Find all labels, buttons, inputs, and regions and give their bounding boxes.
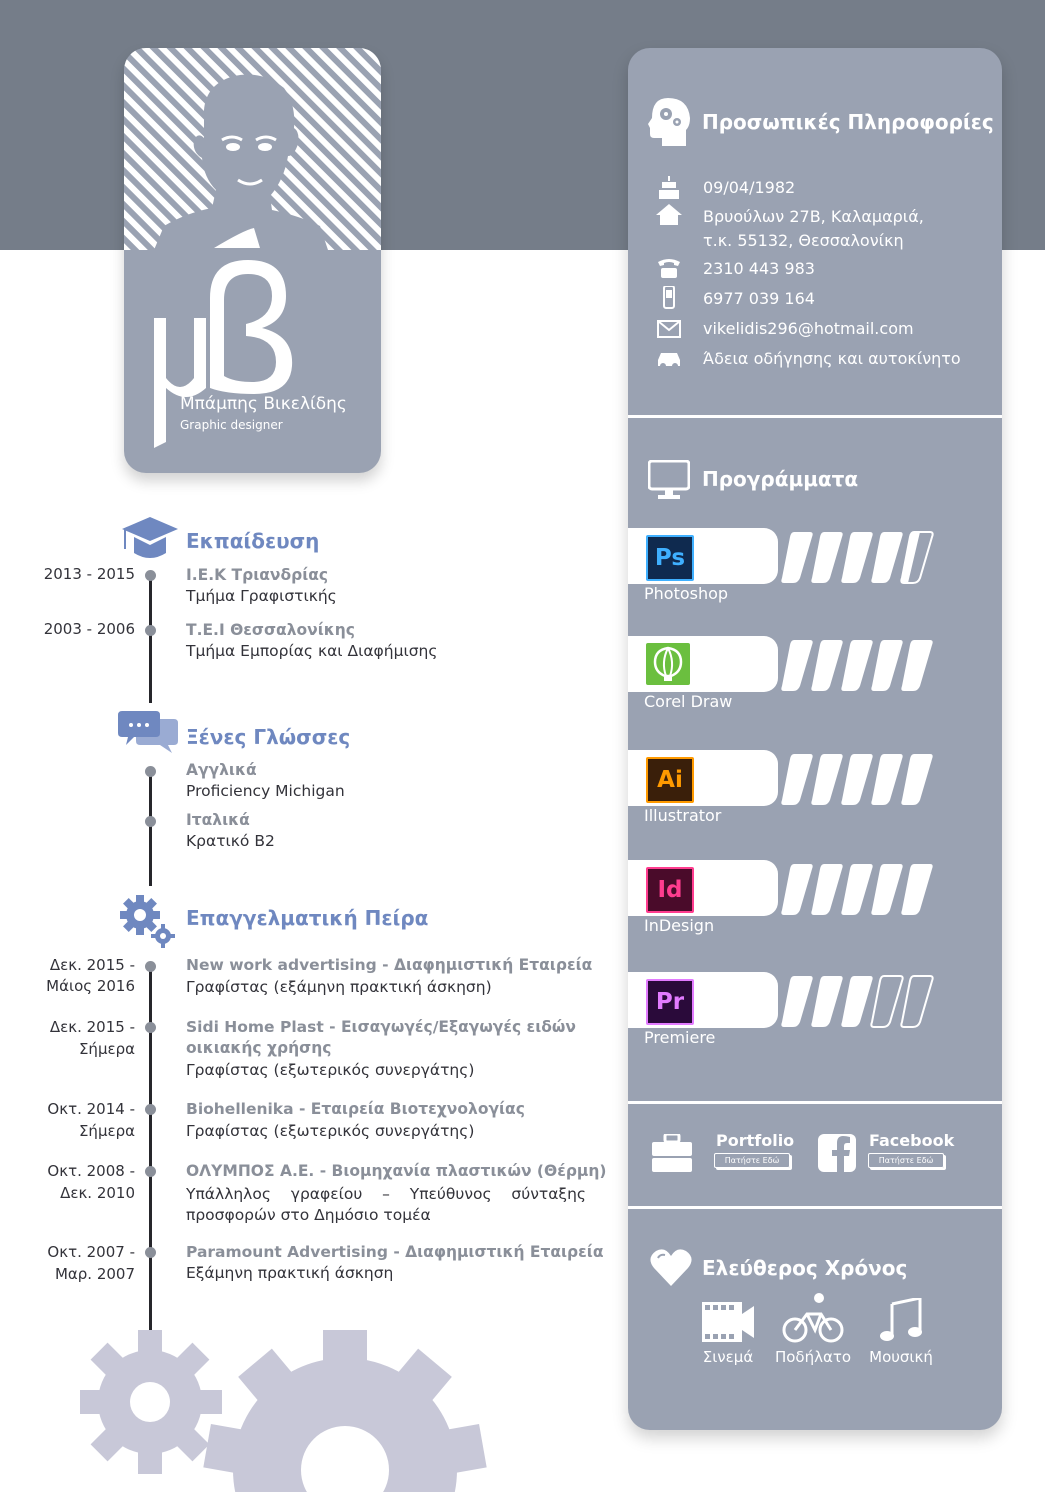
education-school: Τ.Ε.Ι Θεσσαλονίκης (186, 621, 355, 639)
experience-date-end: Σήμερα (78, 1040, 135, 1058)
software-name: InDesign (644, 916, 715, 935)
experience-date-start: Οκτ. 2007 - (47, 1243, 135, 1261)
skill-bar (811, 640, 842, 691)
profile-name: Μπάμπης Βικελίδης (180, 394, 347, 414)
premiere-icon: Pr (646, 979, 694, 1025)
education-date: 2013 - 2015 (43, 565, 135, 583)
indesign-icon: Id (646, 867, 694, 913)
profile-role: Graphic designer (180, 418, 283, 432)
skill-bar (871, 532, 902, 583)
experience-company: Sidi Home Plast - Εισαγωγές/Εξαγωγές ειδών (186, 1018, 576, 1036)
skill-level-bars (780, 860, 940, 918)
bicycle-icon (781, 1292, 845, 1344)
portfolio-button[interactable]: Πατήστε Εδώ (714, 1153, 790, 1168)
skill-bar (841, 640, 872, 691)
skill-bar (841, 864, 872, 915)
skill-bar (841, 754, 872, 805)
experience-role: Εξάμηνη πρακτική άσκηση (186, 1264, 394, 1282)
education-dept: Τμήμα Εμπορίας και Διαφήμισης (186, 642, 438, 660)
portrait-photo (124, 48, 381, 250)
monitor-icon (648, 460, 690, 500)
skill-level-bars (780, 972, 940, 1030)
software-name: Illustrator (644, 806, 722, 825)
skill-bar (871, 976, 902, 1027)
skill-bar (871, 864, 902, 915)
experience-role: Γραφίστας (εξάμηνη πρακτική άσκηση) (186, 978, 492, 996)
phone-number: 2310 443 983 (703, 259, 815, 278)
skill-bar (811, 864, 842, 915)
birth-date: 09/04/1982 (703, 178, 796, 197)
software-title: Προγράμματα (702, 467, 859, 491)
timeline-dot (145, 961, 156, 972)
experience-company: New work advertising - Διαφημιστική Εταιρεία (186, 956, 593, 974)
car-icon (656, 347, 682, 371)
skill-bar (871, 640, 902, 691)
skill-bar (841, 532, 872, 583)
experience-date-end: Μάιος 2016 (46, 977, 135, 995)
experience-date-end: Δεκ. 2010 (60, 1184, 135, 1202)
section-divider (628, 415, 1002, 418)
skill-bar (901, 754, 932, 805)
skill-level-bars (780, 636, 940, 694)
film-icon (702, 1302, 754, 1342)
language-level: Κρατικό Β2 (186, 832, 275, 850)
experience-date-start: Δεκ. 2015 - (49, 1018, 135, 1036)
experience-role: Γραφίστας (εξωτερικός συνεργάτης) (186, 1122, 475, 1140)
skill-level-bars (780, 528, 940, 586)
experience-company-cont: οικιακής χρήσης (186, 1039, 332, 1057)
software-name: Premiere (644, 1028, 716, 1047)
skill-bar (841, 976, 872, 1027)
skill-bar (901, 864, 932, 915)
skill-bar (901, 640, 932, 691)
experience-date-end: Σήμερα (78, 1122, 135, 1140)
graduation-cap-icon (122, 517, 178, 561)
experience-date-end: Μαρ. 2007 (54, 1265, 135, 1283)
timeline-dot (145, 766, 156, 777)
hobbies-title: Ελεύθερος Χρόνος (702, 1256, 908, 1280)
education-timeline (149, 575, 152, 703)
section-divider (628, 1206, 1002, 1209)
hobby-cycling: Ποδήλατο (774, 1348, 852, 1366)
heart-icon (650, 1248, 692, 1286)
skill-bar (811, 976, 842, 1027)
languages-timeline (149, 774, 152, 886)
experience-company: Biohellenika - Εταιρεία Βιοτεχνολογίας (186, 1100, 525, 1118)
email-address: vikelidis296@hotmail.com (703, 319, 914, 338)
timeline-dot (145, 816, 156, 827)
experience-role: Υπάλληλος γραφείου – Υπεύθυνος σύνταξης προσφορών στο Δημόσιο τομέα (186, 1185, 586, 1224)
driving-license: Άδεια οδήγησης και αυτοκίνητο (703, 349, 961, 368)
timeline-dot (145, 1247, 156, 1258)
facebook-icon[interactable] (818, 1134, 856, 1172)
home-icon (656, 203, 682, 227)
education-date: 2003 - 2006 (43, 620, 135, 638)
languages-title: Ξένες Γλώσσες (186, 725, 351, 749)
language-level: Proficiency Michigan (186, 782, 345, 800)
section-divider (628, 1101, 1002, 1104)
decorative-gears-icon (80, 1330, 500, 1492)
skill-bar (901, 976, 932, 1027)
skill-level-bars (780, 750, 940, 808)
mail-icon (656, 317, 682, 341)
skill-bar (811, 754, 842, 805)
software-name: Photoshop (644, 584, 729, 603)
address-line-1: Βρυούλων 27Β, Καλαμαριά, (703, 207, 924, 226)
skill-bar (811, 532, 842, 583)
chat-bubbles-icon (118, 711, 178, 755)
experience-role: Γραφίστας (εξωτερικός συνεργάτης) (186, 1061, 475, 1079)
timeline-dot (145, 625, 156, 636)
facebook-button[interactable]: Πατήστε Εδώ (868, 1153, 944, 1168)
illustrator-icon: Ai (646, 757, 694, 803)
photoshop-icon: Ps (646, 535, 694, 581)
personal-title: Προσωπικές Πληροφορίες (702, 110, 994, 134)
experience-company: Paramount Advertising - Διαφημιστική Εταιρεία (186, 1243, 604, 1261)
cake-icon (656, 176, 682, 200)
hobby-cinema: Σινεμά (702, 1348, 754, 1366)
profile-card (124, 48, 381, 473)
education-dept: Τμήμα Γραφιστικής (186, 587, 337, 605)
gears-icon (118, 893, 178, 949)
skill-bar (781, 640, 812, 691)
education-title: Εκπαίδευση (186, 529, 320, 553)
mobile-icon (656, 286, 682, 310)
experience-date-start: Δεκ. 2015 - (49, 956, 135, 974)
experience-timeline (149, 964, 152, 1336)
address-line-2: τ.κ. 55132, Θεσσαλονίκη (703, 231, 904, 250)
timeline-dot (145, 1104, 156, 1115)
skill-bar (781, 754, 812, 805)
music-note-icon (880, 1298, 922, 1342)
timeline-dot (145, 570, 156, 581)
experience-company: ΟΛΥΜΠΟΣ Α.Ε. - Βιομηχανία πλαστικών (Θέρμη) (186, 1162, 607, 1180)
facebook-label[interactable]: Facebook (869, 1131, 955, 1150)
language-name: Αγγλικά (186, 761, 257, 779)
skill-bar (781, 532, 812, 583)
timeline-dot (145, 1166, 156, 1177)
skill-bar (871, 754, 902, 805)
mobile-number: 6977 039 164 (703, 289, 815, 308)
language-name: Ιταλικά (186, 811, 250, 829)
skill-bar (781, 976, 812, 1027)
right-panel (628, 48, 1002, 1430)
experience-date-start: Οκτ. 2008 - (47, 1162, 135, 1180)
skill-bar (781, 864, 812, 915)
experience-title: Επαγγελματική Πείρα (186, 906, 429, 930)
portfolio-label[interactable]: Portfolio (716, 1131, 795, 1150)
corel-draw-icon (646, 643, 690, 685)
phone-icon (656, 256, 682, 280)
hobby-music: Μουσική (869, 1348, 933, 1366)
education-school: Ι.Ε.Κ Τριανδρίας (186, 566, 329, 584)
head-gears-icon (648, 98, 690, 146)
timeline-dot (145, 1022, 156, 1033)
experience-date-start: Οκτ. 2014 - (47, 1100, 135, 1118)
briefcase-icon[interactable] (652, 1134, 692, 1172)
skill-bar-half (901, 532, 920, 583)
software-name: Corel Draw (644, 692, 733, 711)
